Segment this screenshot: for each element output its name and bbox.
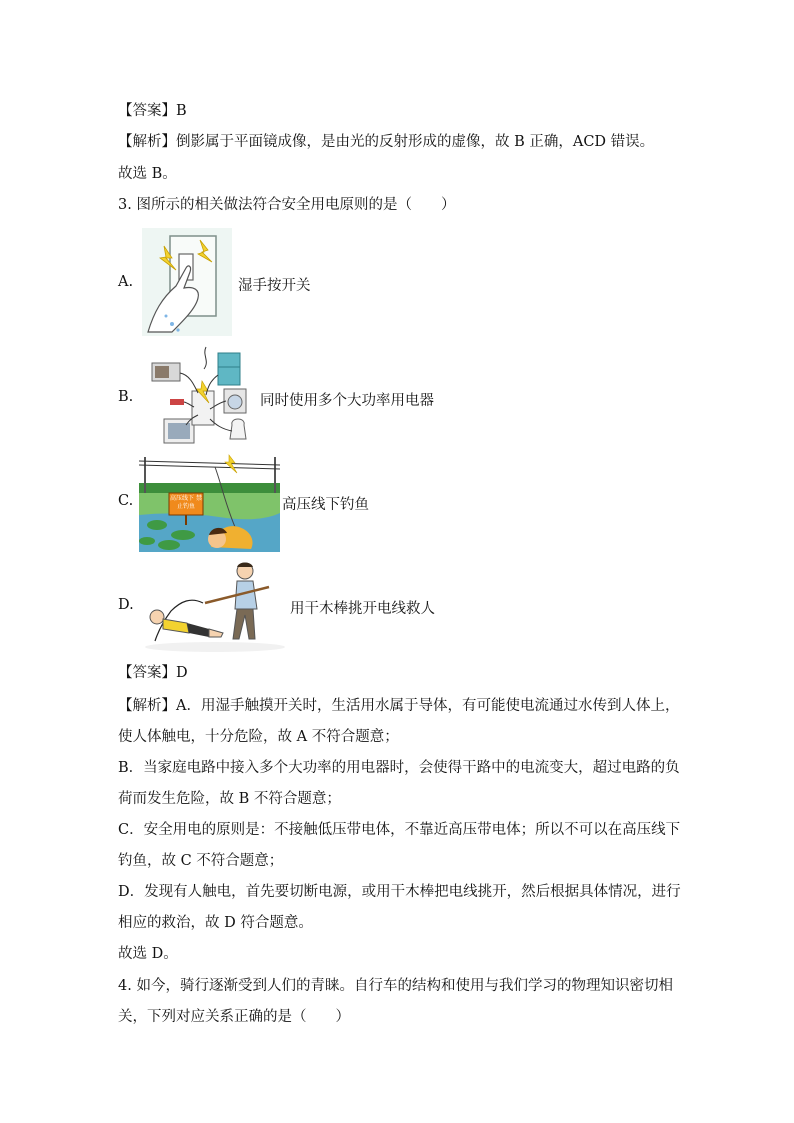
fishing-under-power-line-image — [139, 453, 280, 552]
analysis-line: 【解析】倒影属于平面镜成像，是由光的反射形成的虚像，故 B 正确，ACD 错误。 — [118, 134, 655, 150]
option-a-caption: 湿手按开关 — [238, 278, 311, 294]
option-b-caption: 同时使用多个大功率用电器 — [260, 393, 434, 409]
warning-sign-text: 高压线下 禁止钓鱼 — [170, 495, 202, 510]
question-4-line-1: 4. 如今，骑行逐渐受到人们的青睐。自行车的结构和使用与我们学习的物理知识密切相 — [118, 978, 673, 994]
analysis-3-line-4: 荷而发生危险，故 B 不符合题意； — [118, 791, 341, 807]
option-d-letter: D. — [118, 597, 134, 613]
answer-line: 【答案】B — [118, 103, 187, 119]
conclusion-line-3: 故选 D。 — [118, 946, 178, 962]
analysis-3-line-3: B．当家庭电路中接入多个大功率的用电器时，会使得干路中的电流变大，超过电路的负 — [118, 760, 680, 776]
option-a-letter: A. — [118, 274, 134, 290]
question-4-line-2: 关，下列对应关系正确的是（ ） — [118, 1009, 350, 1025]
answer-line-3: 【答案】D — [118, 665, 188, 681]
overloaded-socket-image — [146, 345, 256, 448]
analysis-3-line-5: C．安全用电的原则是：不接触低压带电体，不靠近高压带电体；所以不可以在高压线下 — [118, 822, 681, 838]
option-d-caption: 用干木棒挑开电线救人 — [290, 601, 435, 617]
conclusion-line: 故选 B。 — [118, 166, 177, 182]
analysis-3-line-2: 使人体触电，十分危险，故 A 不符合题意； — [118, 729, 399, 745]
analysis-3-line-8: 相应的救治，故 D 符合题意。 — [118, 915, 313, 931]
analysis-3-line-7: D．发现有人触电，首先要切断电源，或用干木棒把电线挑开，然后根据具体情况，进行 — [118, 884, 681, 900]
option-c-letter: C. — [118, 493, 134, 509]
option-b-letter: B. — [118, 389, 134, 405]
analysis-3-line-6: 钓鱼，故 C 不符合题意； — [118, 853, 284, 869]
analysis-3-line-1: 【解析】A．用湿手触摸开关时，生活用水属于导体，有可能使电流通过水传到人体上， — [118, 698, 680, 714]
question-3-stem: 3. 图所示的相关做法符合安全用电原则的是（ ） — [118, 197, 456, 213]
wet-hand-switch-image — [142, 228, 232, 336]
option-c-caption: 高压线下钓鱼 — [282, 497, 369, 513]
stick-rescue-image — [141, 557, 288, 654]
